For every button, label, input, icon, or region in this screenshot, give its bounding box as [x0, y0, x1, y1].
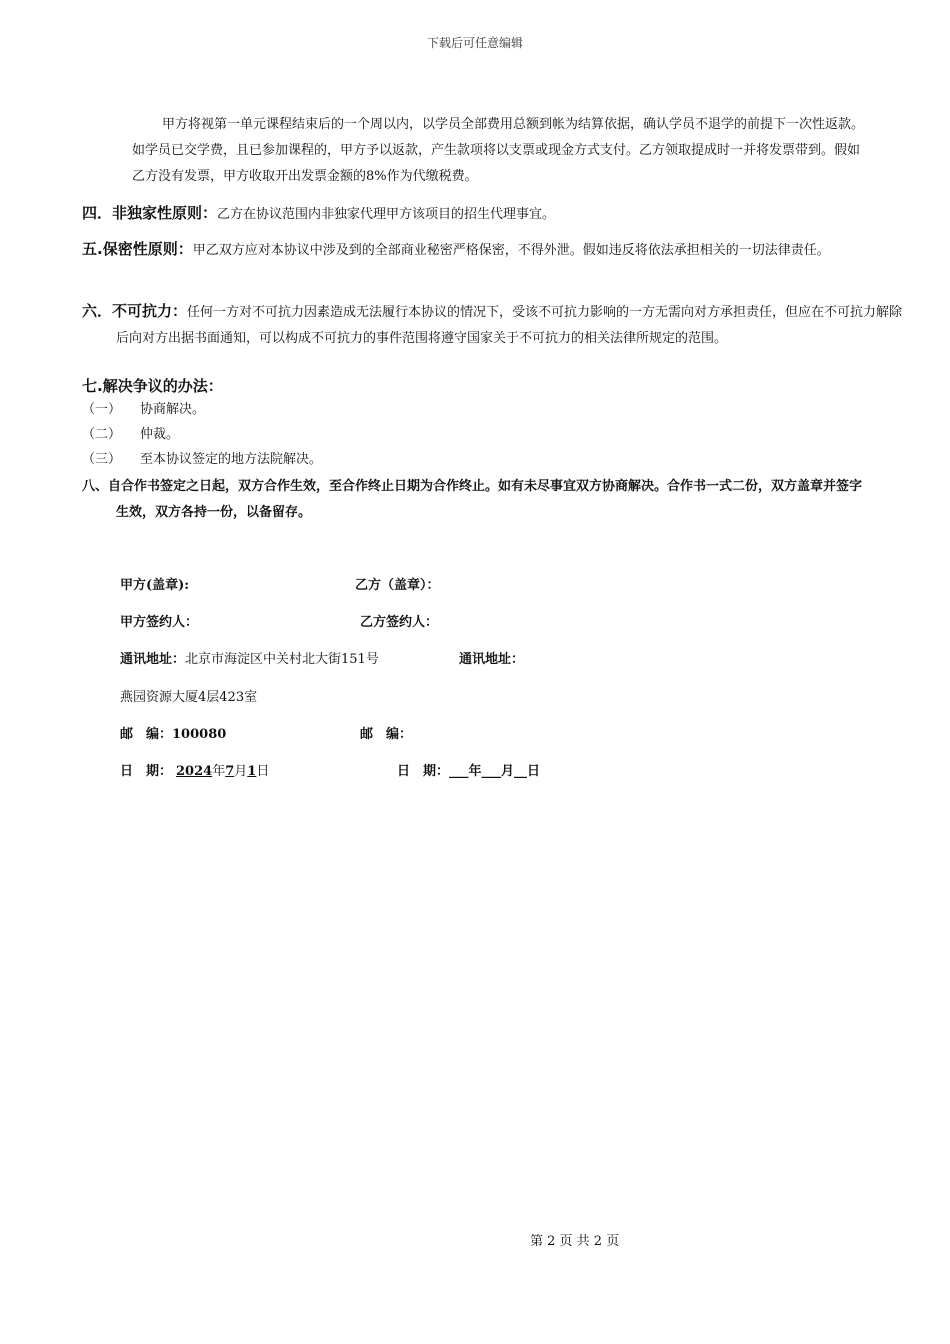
party-b-postcode-label: 邮 编：	[360, 727, 413, 742]
date-day: 1	[247, 764, 257, 779]
section-number: 六．	[82, 302, 113, 320]
date-year: 2024	[176, 764, 213, 779]
party-b-date	[397, 762, 540, 782]
party-a-postcode	[120, 725, 226, 745]
section-4	[82, 200, 904, 228]
section-7-item	[82, 399, 205, 421]
section-title: 非独家性原则：	[112, 204, 218, 222]
header-note: 下载后可任意编辑	[426, 36, 523, 50]
section-text: 甲乙双方应对本协议中涉及到的全部商业秘密严格保密，不得外泄。假如违反将依法承担相关的一切法律责任。	[192, 243, 830, 258]
intro-paragraph: 甲方将视第一单元课程结束后的一个周以内，以学员全部费用总额到帐为结算依据，确认学员不退学的前提下一次性返款。如学员已交学费，且已参加课程的，甲方予以返款，产生款项将以支票或现金方式支付。乙方领取提成时一并将发票带到。假如乙方没有发票，甲方收取开出发票金额的8%作为代缴税费。	[132, 117, 865, 184]
party-b-seal-label: 乙方（盖章）：	[355, 578, 440, 593]
item-label: （一）	[82, 402, 122, 417]
date-month: 7	[225, 764, 235, 779]
date-label: 日 期：	[397, 764, 450, 779]
section-7-heading: 七.解决争议的办法：	[82, 377, 223, 395]
section-7-item	[82, 424, 179, 446]
address-label: 通讯地址：	[120, 652, 186, 667]
year-char: 年	[212, 764, 226, 779]
party-a-seal-label: 甲方(盖章):	[120, 578, 190, 593]
item-label: （二）	[82, 427, 122, 442]
address-value: 北京市海淀区中关村北大街151号	[185, 652, 379, 667]
section-5	[82, 236, 904, 264]
party-a-address-line2: 燕园资源大厦4层423室	[120, 690, 258, 705]
day-char: 日	[256, 764, 270, 779]
section-text: 任何一方对不可抗力因素造成无法履行本协议的情况下，受该不可抗力影响的一方无需向对方承担责任，但应在不可抗力解除后向对方出据书面通知，可以构成不可抗力的事件范围将遵守国家关于不可抗力的相关法律所规定的范围。	[116, 305, 903, 346]
party-b-signer-label: 乙方签约人：	[360, 615, 439, 630]
party-a-signer-label: 甲方签约人：	[120, 615, 199, 630]
party-a-date	[120, 762, 269, 782]
item-text: 仲裁。	[140, 427, 180, 442]
party-a-address	[120, 650, 379, 670]
section-text: 乙方在协议范围内非独家代理甲方该项目的招生代理事宜。	[217, 207, 556, 222]
date-label: 日 期：	[120, 764, 173, 779]
section-6	[82, 298, 904, 352]
section-number: 五.	[82, 240, 103, 258]
section-number: 四．	[82, 204, 113, 222]
section-title: 不可抗力：	[112, 302, 188, 320]
postcode-label: 邮 编：	[120, 727, 173, 742]
item-text: 至本协议签定的地方法院解决。	[140, 452, 323, 467]
section-title: 保密性原则：	[102, 240, 193, 258]
item-label: （三）	[82, 452, 122, 467]
date-blank: ___年___月__日	[449, 764, 541, 779]
section-7-item	[82, 449, 322, 471]
postcode-value: 100080	[172, 727, 227, 742]
article-8: 八、自合作书签定之日起，双方合作生效，至合作终止日期为合作终止。如有未尽事宜双方协商解决。合作书一式二份，双方盖章并签字生效，双方各持一份，以备留存。	[82, 479, 863, 520]
item-text: 协商解决。	[140, 402, 206, 417]
party-b-address-label: 通讯地址：	[459, 652, 525, 667]
page-footer: 第 2 页 共 2 页	[530, 1234, 620, 1249]
month-char: 月	[234, 764, 248, 779]
